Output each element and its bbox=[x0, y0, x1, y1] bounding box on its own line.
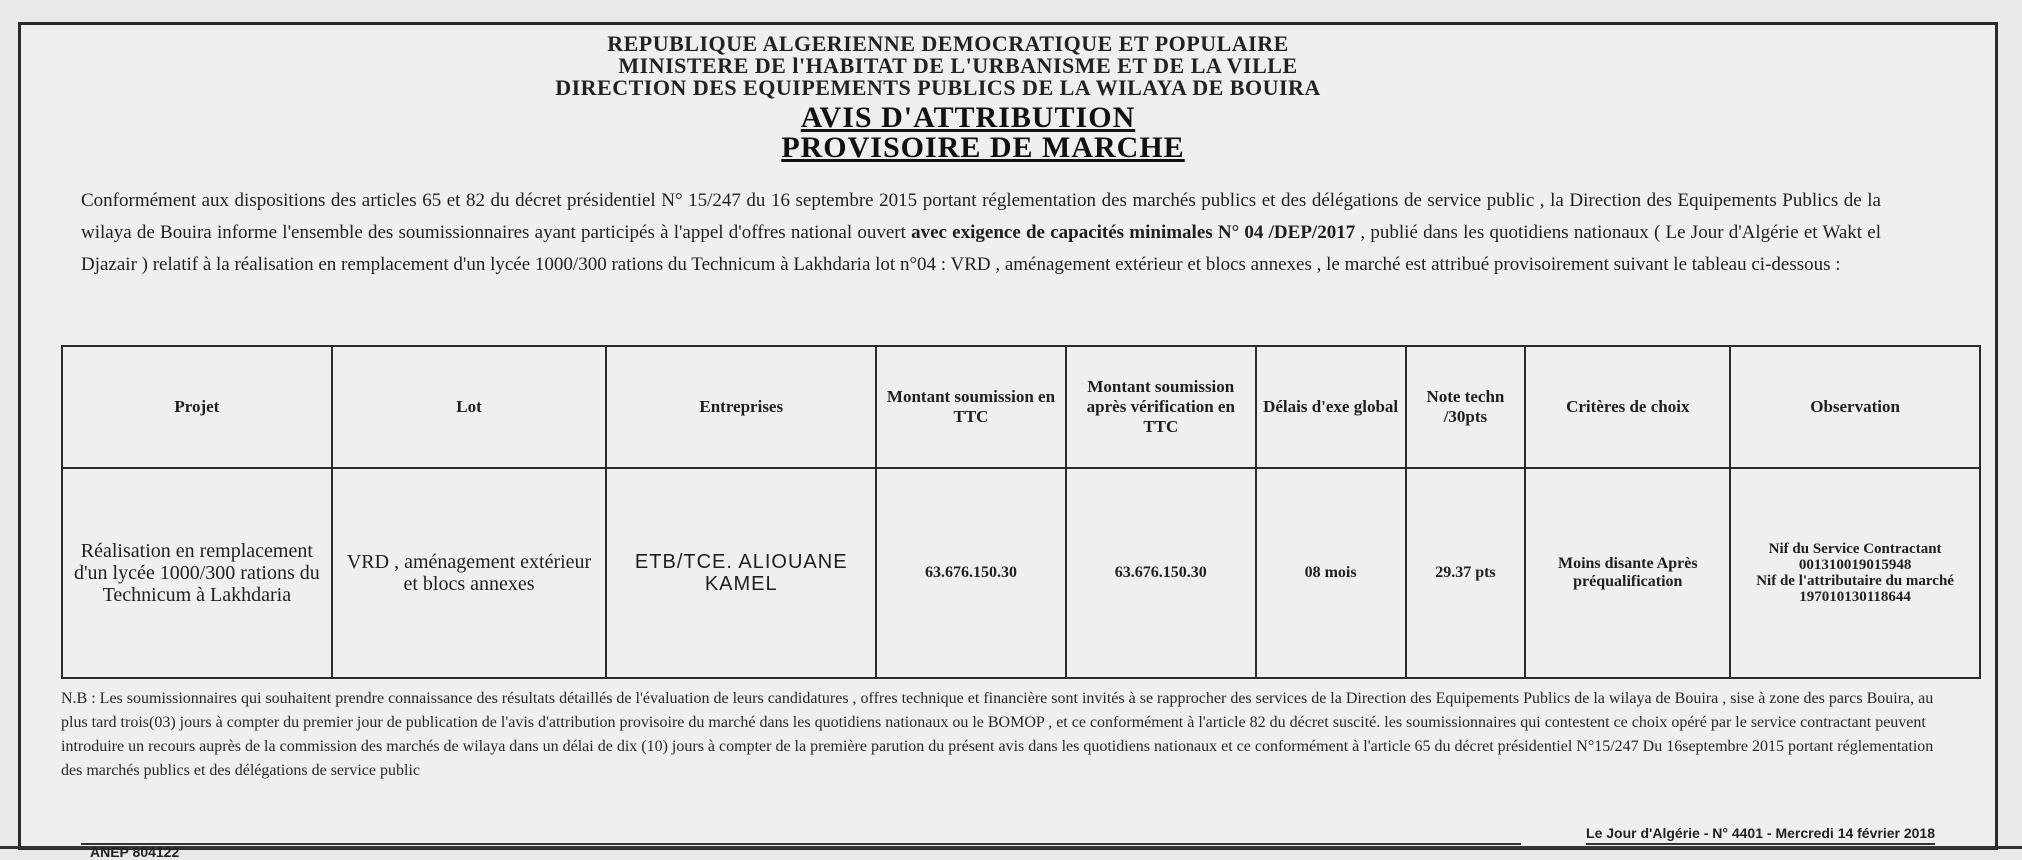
bottom-divider bbox=[0, 846, 2022, 849]
intro-bold: avec exigence de capacités minimales N° 04 /DEP/2017 bbox=[911, 222, 1356, 243]
header-delais: Délais d'exe global bbox=[1256, 346, 1406, 468]
ministry-line: MINISTERE DE l'HABITAT DE L'URBANISME ET DE LA VILLE bbox=[618, 53, 1298, 78]
attribution-table bbox=[61, 345, 1981, 679]
notice-frame bbox=[18, 22, 1998, 850]
cell-note: 29.37 pts bbox=[1406, 468, 1526, 678]
cell-criteres: Moins disante Après préqualification bbox=[1525, 468, 1730, 678]
cell-observation bbox=[1730, 468, 1980, 678]
anep-reference: ANEP 804122 bbox=[90, 844, 180, 860]
notice-header bbox=[21, 33, 1995, 163]
intro-text-2: , publié dans les quotidiens nationaux ( Le Jour d'Algérie et Wakt el Djazair ) relatif à la réalisation en remplacement d'un lycée 1000/300 rations du Technicum à Lakhdaria lot n°04 : VRD , aménagement extérieur et blocs annexes , le marché est attribué provisoirement suivant le tableau ci-dessous : bbox=[81, 222, 1882, 275]
header-lot: Lot bbox=[332, 346, 607, 468]
notice-title-1: AVIS D'ATTRIBUTION bbox=[800, 101, 1136, 134]
intro-paragraph bbox=[81, 185, 1881, 281]
header-note: Note techn /30pts bbox=[1406, 346, 1526, 468]
obs-label-attributaire: Nif de l'attributaire du marché bbox=[1756, 573, 1954, 589]
cell-projet: Réalisation en remplacement d'un lycée 1000/300 rations du Technicum à Lakhdaria bbox=[62, 468, 332, 678]
newspaper-source: Le Jour d'Algérie - N° 4401 - Mercredi 14 février 2018 bbox=[1586, 825, 1935, 845]
header-observation: Observation bbox=[1730, 346, 1980, 468]
notice-title-2: PROVISOIRE DE MARCHE bbox=[781, 131, 1185, 164]
header-montant: Montant soumission en TTC bbox=[876, 346, 1066, 468]
direction-line: DIRECTION DES EQUIPEMENTS PUBLICS DE LA WILAYA DE BOUIRA bbox=[555, 75, 1321, 100]
cell-montant: 63.676.150.30 bbox=[876, 468, 1066, 678]
table-row bbox=[62, 468, 1980, 678]
cell-delais: 08 mois bbox=[1256, 468, 1406, 678]
obs-nif-attributaire: 197010130118644 bbox=[1799, 589, 1911, 605]
header-criteres: Critères de choix bbox=[1525, 346, 1730, 468]
nb-paragraph: N.B : Les soumissionnaires qui souhaitent prendre connaissance des résultats détaillés de l'évaluation de leurs candidatures , offres technique et financière sont invités à se rapprocher des services de la Direction des Equipements Publics de la wilaya de Bouira , sise à zone des parcs Bouira, au plus tard trois(03) jours à compter du premier jour de publication de l'avis d'attribution provisoire du marché dans les quotidiens nationaux ou le BOMOP , et ce conformément à l'article 82 du décret suscité. les soumissionnaires qui contestent ce choix opéré par le service contractant peuvent introduire un recours auprès de la commission des marchés de wilaya dans un délai de dix (10) jours à compter de la première parution du présent avis dans les quotidiens nationaux et ce conformément à l'article 65 du décret présidentiel N°15/247 Du 16septembre 2015 portant réglementation des marchés publics et des délégations de service public bbox=[61, 690, 1934, 779]
cell-entreprise: ETB/TCE. ALIOUANE KAMEL bbox=[606, 468, 876, 678]
republic-line: REPUBLIQUE ALGERIENNE DEMOCRATIQUE ET POPULAIRE bbox=[607, 31, 1289, 56]
footer-divider bbox=[81, 843, 1521, 845]
header-projet: Projet bbox=[62, 346, 332, 468]
intro-text-1: Conformément aux dispositions des articles 65 et 82 du décret présidentiel N° 15/247 du 16 septembre 2015 portant réglementation des marchés publics et des délégations de service public , la Direction des Equipements Publics de la wilaya de Bouira informe l'ensemble des soumissionnaires ayant participés à l'appel d'offres national ouvert bbox=[81, 190, 1881, 243]
header-entreprises: Entreprises bbox=[606, 346, 876, 468]
table-header-row bbox=[62, 346, 1980, 468]
obs-nif-contractant: 001310019015948 bbox=[1798, 557, 1912, 573]
obs-label-contractant: Nif du Service Contractant bbox=[1768, 541, 1942, 557]
cell-montant-apres: 63.676.150.30 bbox=[1066, 468, 1256, 678]
header-montant-apres: Montant soumission après vérification en TTC bbox=[1066, 346, 1256, 468]
cell-lot: VRD , aménagement extérieur et blocs annexes bbox=[332, 468, 607, 678]
